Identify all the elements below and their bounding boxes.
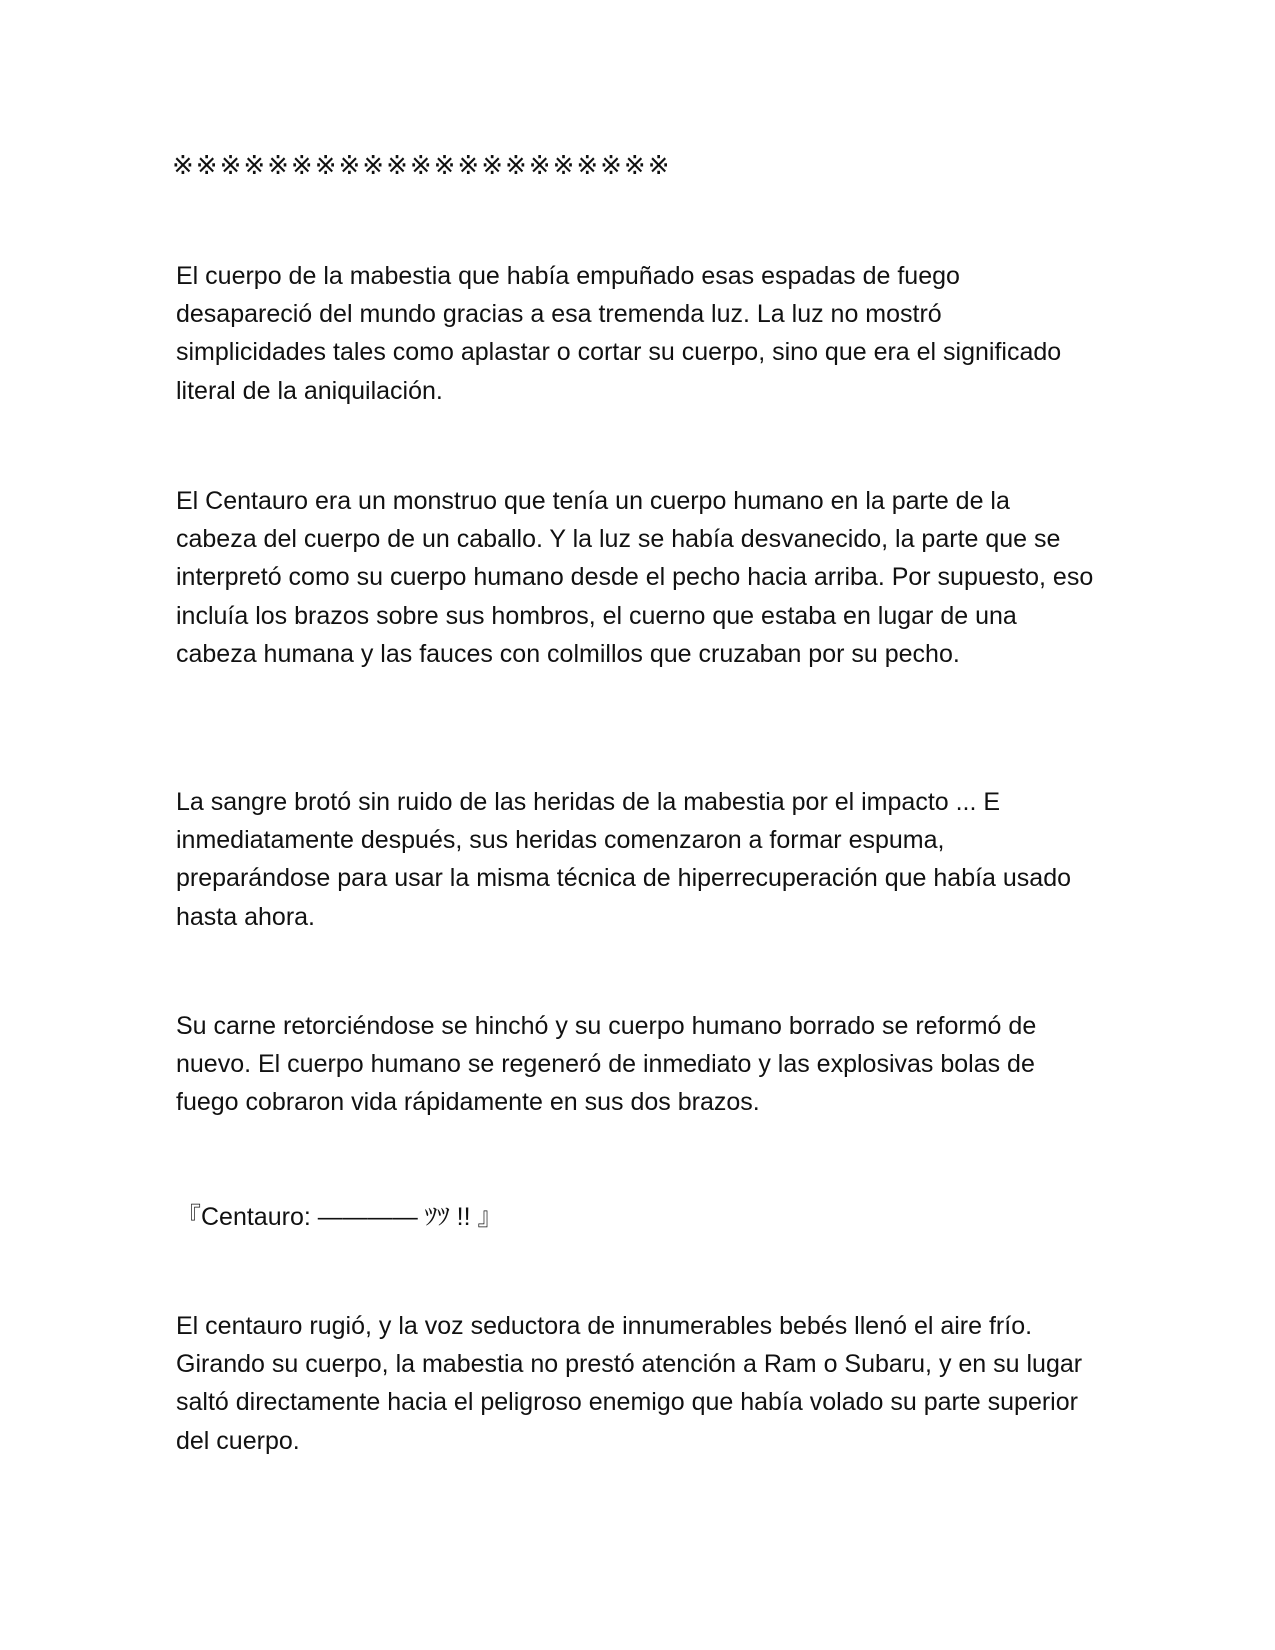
dialog-line: 『Centauro: ———— ﾂﾂ !! 』 xyxy=(176,1203,503,1231)
scene-separator: ※※※※※※※※※※※※※※※※※※※※※ xyxy=(172,151,672,181)
paragraph-4: Su carne retorciéndose se hinchó y su cuerpo humano borrado se reformó de nuevo. El cuerpo humano se regeneró de inmediato y las explosivas bolas de fuego cobraron vida rápidamente en sus dos brazos. xyxy=(176,1012,1037,1117)
paragraph-1: El cuerpo de la mabestia que había empuñado esas espadas de fuego desapareció del mundo gracias a esa tremenda luz. La luz no mostró simplicidades tales como aplastar o cortar su cuerpo, sino que era el significado literal de la aniquilación. xyxy=(176,262,1062,405)
paragraph-5: El centauro rugió, y la voz seductora de innumerables bebés llenó el aire frío. Girando su cuerpo, la mabestia no prestó atención a Ram o Subaru, y en su lugar saltó directamente hacia el peligroso enemigo que había volado su parte superior del cuerpo. xyxy=(176,1312,1083,1455)
paragraph-2: El Centauro era un monstruo que tenía un cuerpo humano en la parte de la cabeza del cuerpo de un caballo. Y la luz se había desvanecido, la parte que se interpretó como su cuerpo humano desde el pecho hacia arriba. Por supuesto, eso incluía los brazos sobre sus hombros, el cuerno que estaba en lugar de una cabeza humana y las fauces con colmillos que cruzaban por su pecho. xyxy=(176,487,1094,668)
paragraph-3: La sangre brotó sin ruido de las heridas de la mabestia por el impacto ... E inmediatamente después, sus heridas comenzaron a formar espuma, preparándose para usar la misma técnica de hiperrecuperación que había usado hasta ahora. xyxy=(176,788,1072,931)
